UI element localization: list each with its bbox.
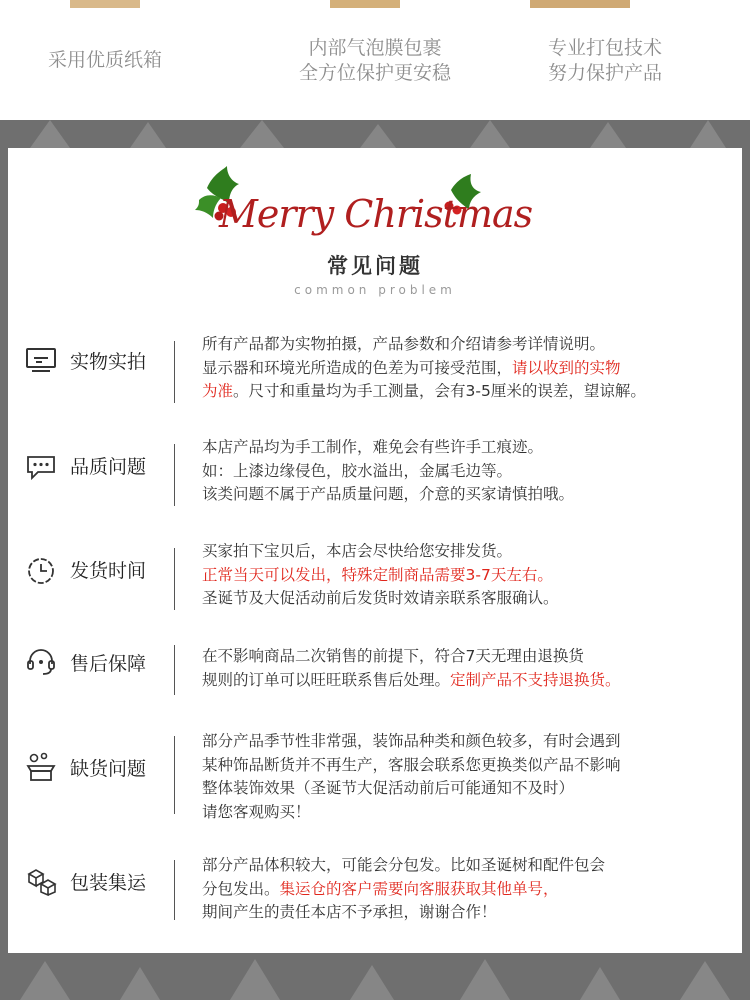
faq-item-shipping-time (8, 540, 742, 620)
divider (174, 860, 175, 920)
feature-line: 全方位保护更安稳 (298, 62, 451, 84)
answer-line: 本店产品均为手工制作，难免会有些许手工痕迹。 (202, 438, 544, 456)
tree-silhouette-band-bottom (0, 953, 750, 1000)
answer-line: 某种饰品断货并不再生产，客服会联系您更换类似产品不影响 (202, 755, 621, 774)
answer-line: 请您客观购买！ (202, 802, 311, 821)
section-subtitle: common problem (294, 283, 456, 297)
banner-text: Merry Christmas (219, 192, 533, 236)
answer-line: 所有产品都为实物拍摄，产品参数和介绍请参考详情说明。 (202, 335, 606, 353)
answer-line: 在不影响商品二次销售的前提下，符合7天无理由退换货 (202, 647, 584, 665)
divider (174, 645, 175, 695)
clock-icon (24, 556, 60, 586)
faq-answer (202, 730, 722, 824)
packages-icon (24, 866, 60, 896)
answer-line: 正常当天可以发出，特殊定制商品需要3-7天左右。 (202, 565, 553, 584)
faq-item-out-of-stock (8, 730, 742, 830)
answer-line: 为准。尺寸和重量均为手工测量，会有3-5厘米的误差，望谅解。 (202, 382, 646, 400)
answer-line: 部分产品体积较大，可能会分包发。比如圣诞树和配件包会 (202, 856, 606, 874)
answer-line: 该类问题不属于产品质量问题，介意的买家请慎拍哦。 (202, 485, 575, 503)
answer-line: 圣诞节及大促活动前后发货时效请亲联系客服确认。 (202, 589, 559, 607)
faq-answer (202, 436, 722, 507)
faq-item-quality (8, 436, 742, 516)
faq-item-real-photos (8, 333, 742, 413)
out-of-stock-box-icon (24, 752, 60, 782)
answer-line: 显示器和环境光所造成的色差为可接受范围，请以收到的实物 (202, 358, 621, 377)
tree-silhouette-band-top (0, 120, 750, 148)
answer-line: 部分产品季节性非常强，装饰品种类和颜色较多，有时会遇到 (202, 732, 621, 750)
box-image-1 (70, 0, 140, 8)
feature-quality-box (20, 48, 190, 73)
faq-answer (202, 540, 722, 611)
faq-answer (202, 854, 722, 925)
feature-line: 内部气泡膜包裹 (308, 37, 442, 59)
answer-line: 整体装饰效果（圣诞节大促活动前后可能通知不及时） (202, 779, 575, 797)
faq-title: 品质问题 (70, 456, 147, 478)
faq-item-after-sales (8, 645, 742, 705)
headset-icon (24, 647, 60, 677)
faq-title: 缺货问题 (70, 758, 147, 780)
faq-title: 售后保障 (70, 653, 147, 675)
answer-line: 分包发出。集运仓的客户需要向客服获取其他单号， (202, 879, 559, 898)
answer-line: 如：上漆边缘侵色，胶水溢出，金属毛边等。 (202, 461, 513, 480)
packaging-features (0, 0, 750, 120)
christmas-banner (193, 166, 533, 256)
faq-title: 包装集运 (70, 872, 147, 894)
divider (174, 548, 175, 610)
feature-line: 采用优质纸箱 (47, 49, 162, 71)
feature-bubble-wrap (270, 36, 480, 86)
feature-packing-tech (520, 36, 690, 86)
faq-answer (202, 645, 722, 692)
faq-answer (202, 333, 722, 404)
feature-line: 努力保护产品 (547, 62, 662, 84)
card-gutter-right (742, 148, 750, 953)
box-image-2 (330, 0, 400, 8)
section-title: 常见问题 (327, 254, 423, 278)
chat-bubble-icon (24, 452, 60, 482)
faq-title: 实物实拍 (70, 351, 147, 373)
answer-line: 买家拍下宝贝后，本店会尽快给您安排发货。 (202, 542, 513, 560)
divider (174, 341, 175, 403)
faq-card (8, 148, 742, 953)
answer-line: 期间产生的责任本店不予承担，谢谢合作！ (202, 903, 497, 921)
faq-title: 发货时间 (70, 560, 147, 582)
box-image-3 (530, 0, 630, 8)
faq-item-consolidated-shipping (8, 854, 742, 934)
divider (174, 444, 175, 506)
monitor-icon (24, 345, 60, 375)
card-gutter-left (0, 148, 8, 953)
answer-line: 规则的订单可以旺旺联系售后处理。定制产品不支持退换货。 (202, 670, 621, 689)
feature-line: 专业打包技术 (547, 37, 662, 59)
divider (174, 736, 175, 814)
